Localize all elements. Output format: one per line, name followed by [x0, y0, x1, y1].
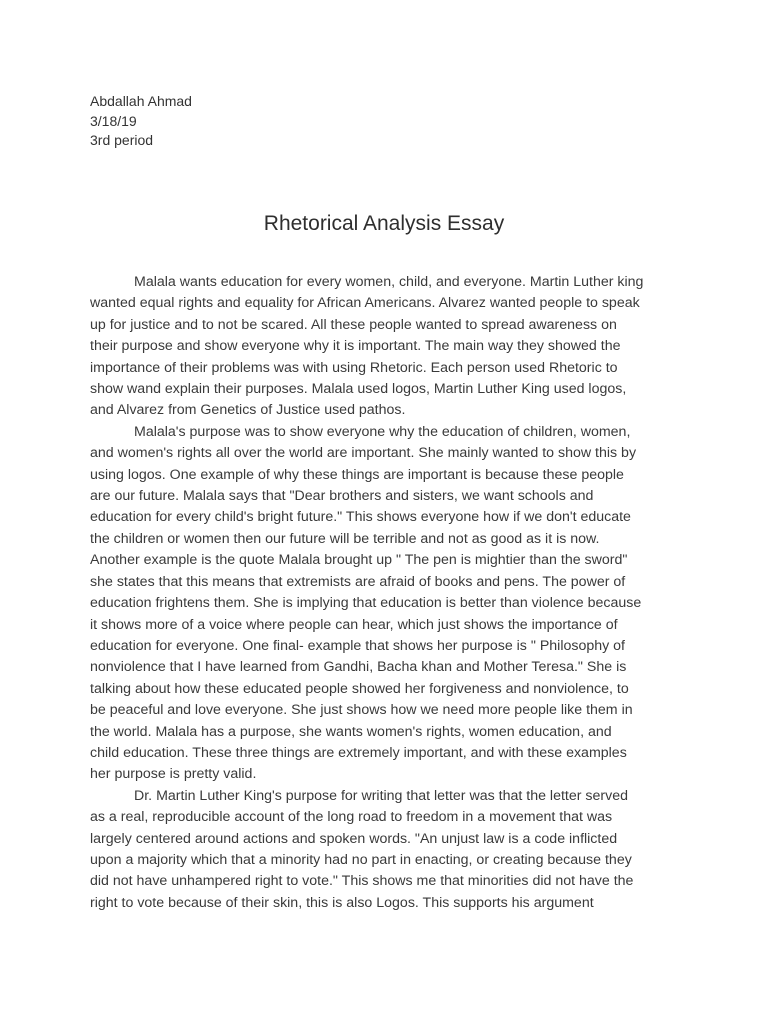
text-line: and women's rights all over the world are important. She mainly wanted to show this by: [90, 445, 637, 462]
text-line: the world. Malala has a purpose, she wants women's rights, women education, and: [90, 723, 612, 740]
text-line: the children or women then our future will be terrible and not as good as it is now.: [90, 530, 600, 547]
text-line: as a real, reproducible account of the long road to freedom in a movement that was: [90, 809, 613, 826]
text-line: importance of their problems was with using Rhetoric. Each person used Rhetoric to: [90, 359, 618, 376]
text-line: Malala wants education for every women, child, and everyone. Martin Luther king: [134, 274, 644, 290]
text-line: education frightens them. She is implying that education is better than violence because: [90, 595, 642, 612]
text-line: education for everyone. One final- example that shows her purpose is " Philosophy of: [90, 637, 626, 654]
text-line: upon a majority which that a minority had no part in enacting, or creating because they: [90, 851, 632, 868]
text-line: are our future. Malala says that "Dear brothers and sisters, we want schools and: [90, 488, 594, 505]
text-line: her purpose is pretty valid.: [90, 766, 257, 783]
text-line: using logos. One example of why these things are important is because these people: [90, 466, 624, 483]
essay-title: Rhetorical Analysis Essay: [263, 212, 505, 235]
text-line: Dr. Martin Luther King's purpose for writing that letter was that the letter served: [134, 787, 628, 804]
class-period: 3rd period: [90, 132, 154, 148]
text-line: be peaceful and love everyone. She just shows how we need more people like them in: [90, 702, 633, 719]
essay-header: [90, 92, 192, 151]
text-line: did not have unhampered right to vote." This shows me that minorities did not have the: [90, 873, 634, 890]
text-line: it shows more of a voice where people can hear, which just shows the importance of: [90, 616, 618, 633]
essay-date: 3/18/19: [90, 112, 137, 129]
text-line: Malala's purpose was to show everyone why the education of children, women,: [134, 423, 631, 440]
text-line: wanted equal rights and equality for African Americans. Alvarez wanted people to speak: [90, 295, 640, 312]
paragraph-2: [90, 422, 672, 786]
text-line: Another example is the quote Malala brought up " The pen is mightier than the sword": [90, 552, 628, 569]
text-line: up for justice and to not be scared. All these people wanted to spread awareness on: [90, 316, 617, 333]
text-line: and Alvarez from Genetics of Justice used pathos.: [90, 402, 406, 419]
text-line: child education. These three things are extremely important, and with these examples: [90, 744, 627, 761]
text-line: show wand explain their purposes. Malala used logos, Martin Luther King used logos,: [90, 381, 627, 398]
author-name: Abdallah Ahmad: [90, 93, 192, 109]
paragraph-3: [90, 786, 672, 914]
text-line: talking about how these educated people showed her forgiveness and nonviolence, to: [90, 680, 629, 697]
text-line: nonviolence that I have learned from Gandhi, Bacha khan and Mother Teresa." She is: [90, 659, 627, 676]
text-line: their purpose and show everyone why it is important. The main way they showed the: [90, 338, 621, 355]
text-line: largely centered around actions and spoken words. "An unjust law is a code inflicted: [90, 830, 618, 847]
text-line: right to vote because of their skin, this is also Logos. This supports his argument: [90, 894, 594, 911]
text-line: she states that this means that extremists are afraid of books and pens. The power of: [90, 573, 626, 590]
essay-body: [90, 272, 672, 914]
paragraph-1: [90, 272, 672, 422]
text-line: education for every child's bright future." This shows everyone how if we don't educate: [90, 509, 631, 526]
